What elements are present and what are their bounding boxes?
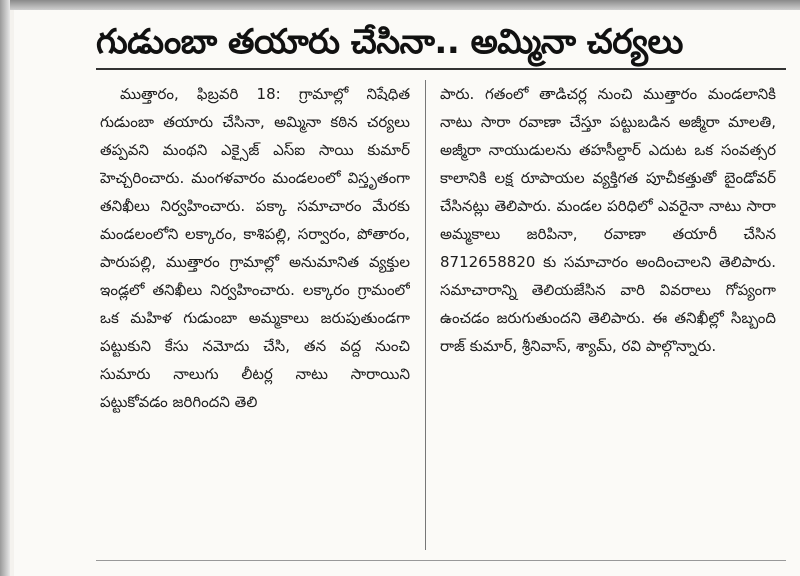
scan-left-edge — [0, 0, 10, 576]
article-column-left — [100, 80, 410, 560]
column-divider — [425, 80, 426, 550]
bottom-rule — [96, 560, 786, 561]
headline-rule — [96, 68, 786, 70]
scan-top-edge — [0, 0, 800, 10]
article-body-right: పారు. గతంలో తాడిచర్ల నుంచి ముత్తారం మండలానికి నాటు సారా రవాణా చేస్తూ పట్టుబడిన అజ్మీరా మాలతి, అజ్మీరా నాయుడులను తహసీల్దార్ ఎదుట ఒక సంవత్సర కాలానికి లక్ష రూపాయల వ్యక్తిగత పూచీకత్తుతో బైండోవర్ చేసినట్లు తెలిపారు. మండల పరిధిలో ఎవరైనా నాటు సారా అమ్మకాలు జరిపినా, రవాణా తయారీ చేసిన 8712658820 కు సమాచారం అందించాలని తెలిపారు. సమాచారాన్ని తెలియజేసిన వారి వివరాలు గోప్యంగా ఉంచడం జరుగుతుందని తెలిపారు. ఈ తనిఖీల్లో సిబ్బంది రాజ్ కుమార్, శ్రీనివాస్, శ్యామ్, రవి పాల్గొన్నారు. — [440, 85, 776, 355]
article-headline: గుడుంబా తయారు చేసినా.. అమ్మినా చర్యలు — [96, 22, 683, 62]
article-column-right — [440, 80, 776, 560]
article-body-left: ముత్తారం, ఫిబ్రవరి 18: గ్రామాల్లో నిషేధిత గుడుంబా తయారు చేసినా, అమ్మినా కఠిన చర్యలు తప్పవని మంథని ఎక్సైజ్ ఎస్ఐ సాయి కుమార్ హెచ్చరించారు. మంగళవారం మండలంలో విస్తృతంగా తనిఖీలు నిర్వహించారు. పక్కా సమాచారం మేరకు మండలంలోని లక్కారం, కాశిపల్లి, సర్వారం, పోతారం, పారుపల్లి, ముత్తారం గ్రామాల్లో అనుమానిత వ్యక్తుల ఇండ్లలో తనిఖీలు నిర్వహించారు. లక్కారం గ్రామంలో ఒక మహిళ గుడుంబా అమ్మకాలు జరుపుతుండగా పట్టుకుని కేసు నమోదు చేసి, తన వద్ద నుంచి సుమారు నాలుగు లీటర్ల నాటు సారాయిని పట్టుకోవడం జరిగిందని తెలి — [100, 85, 410, 411]
